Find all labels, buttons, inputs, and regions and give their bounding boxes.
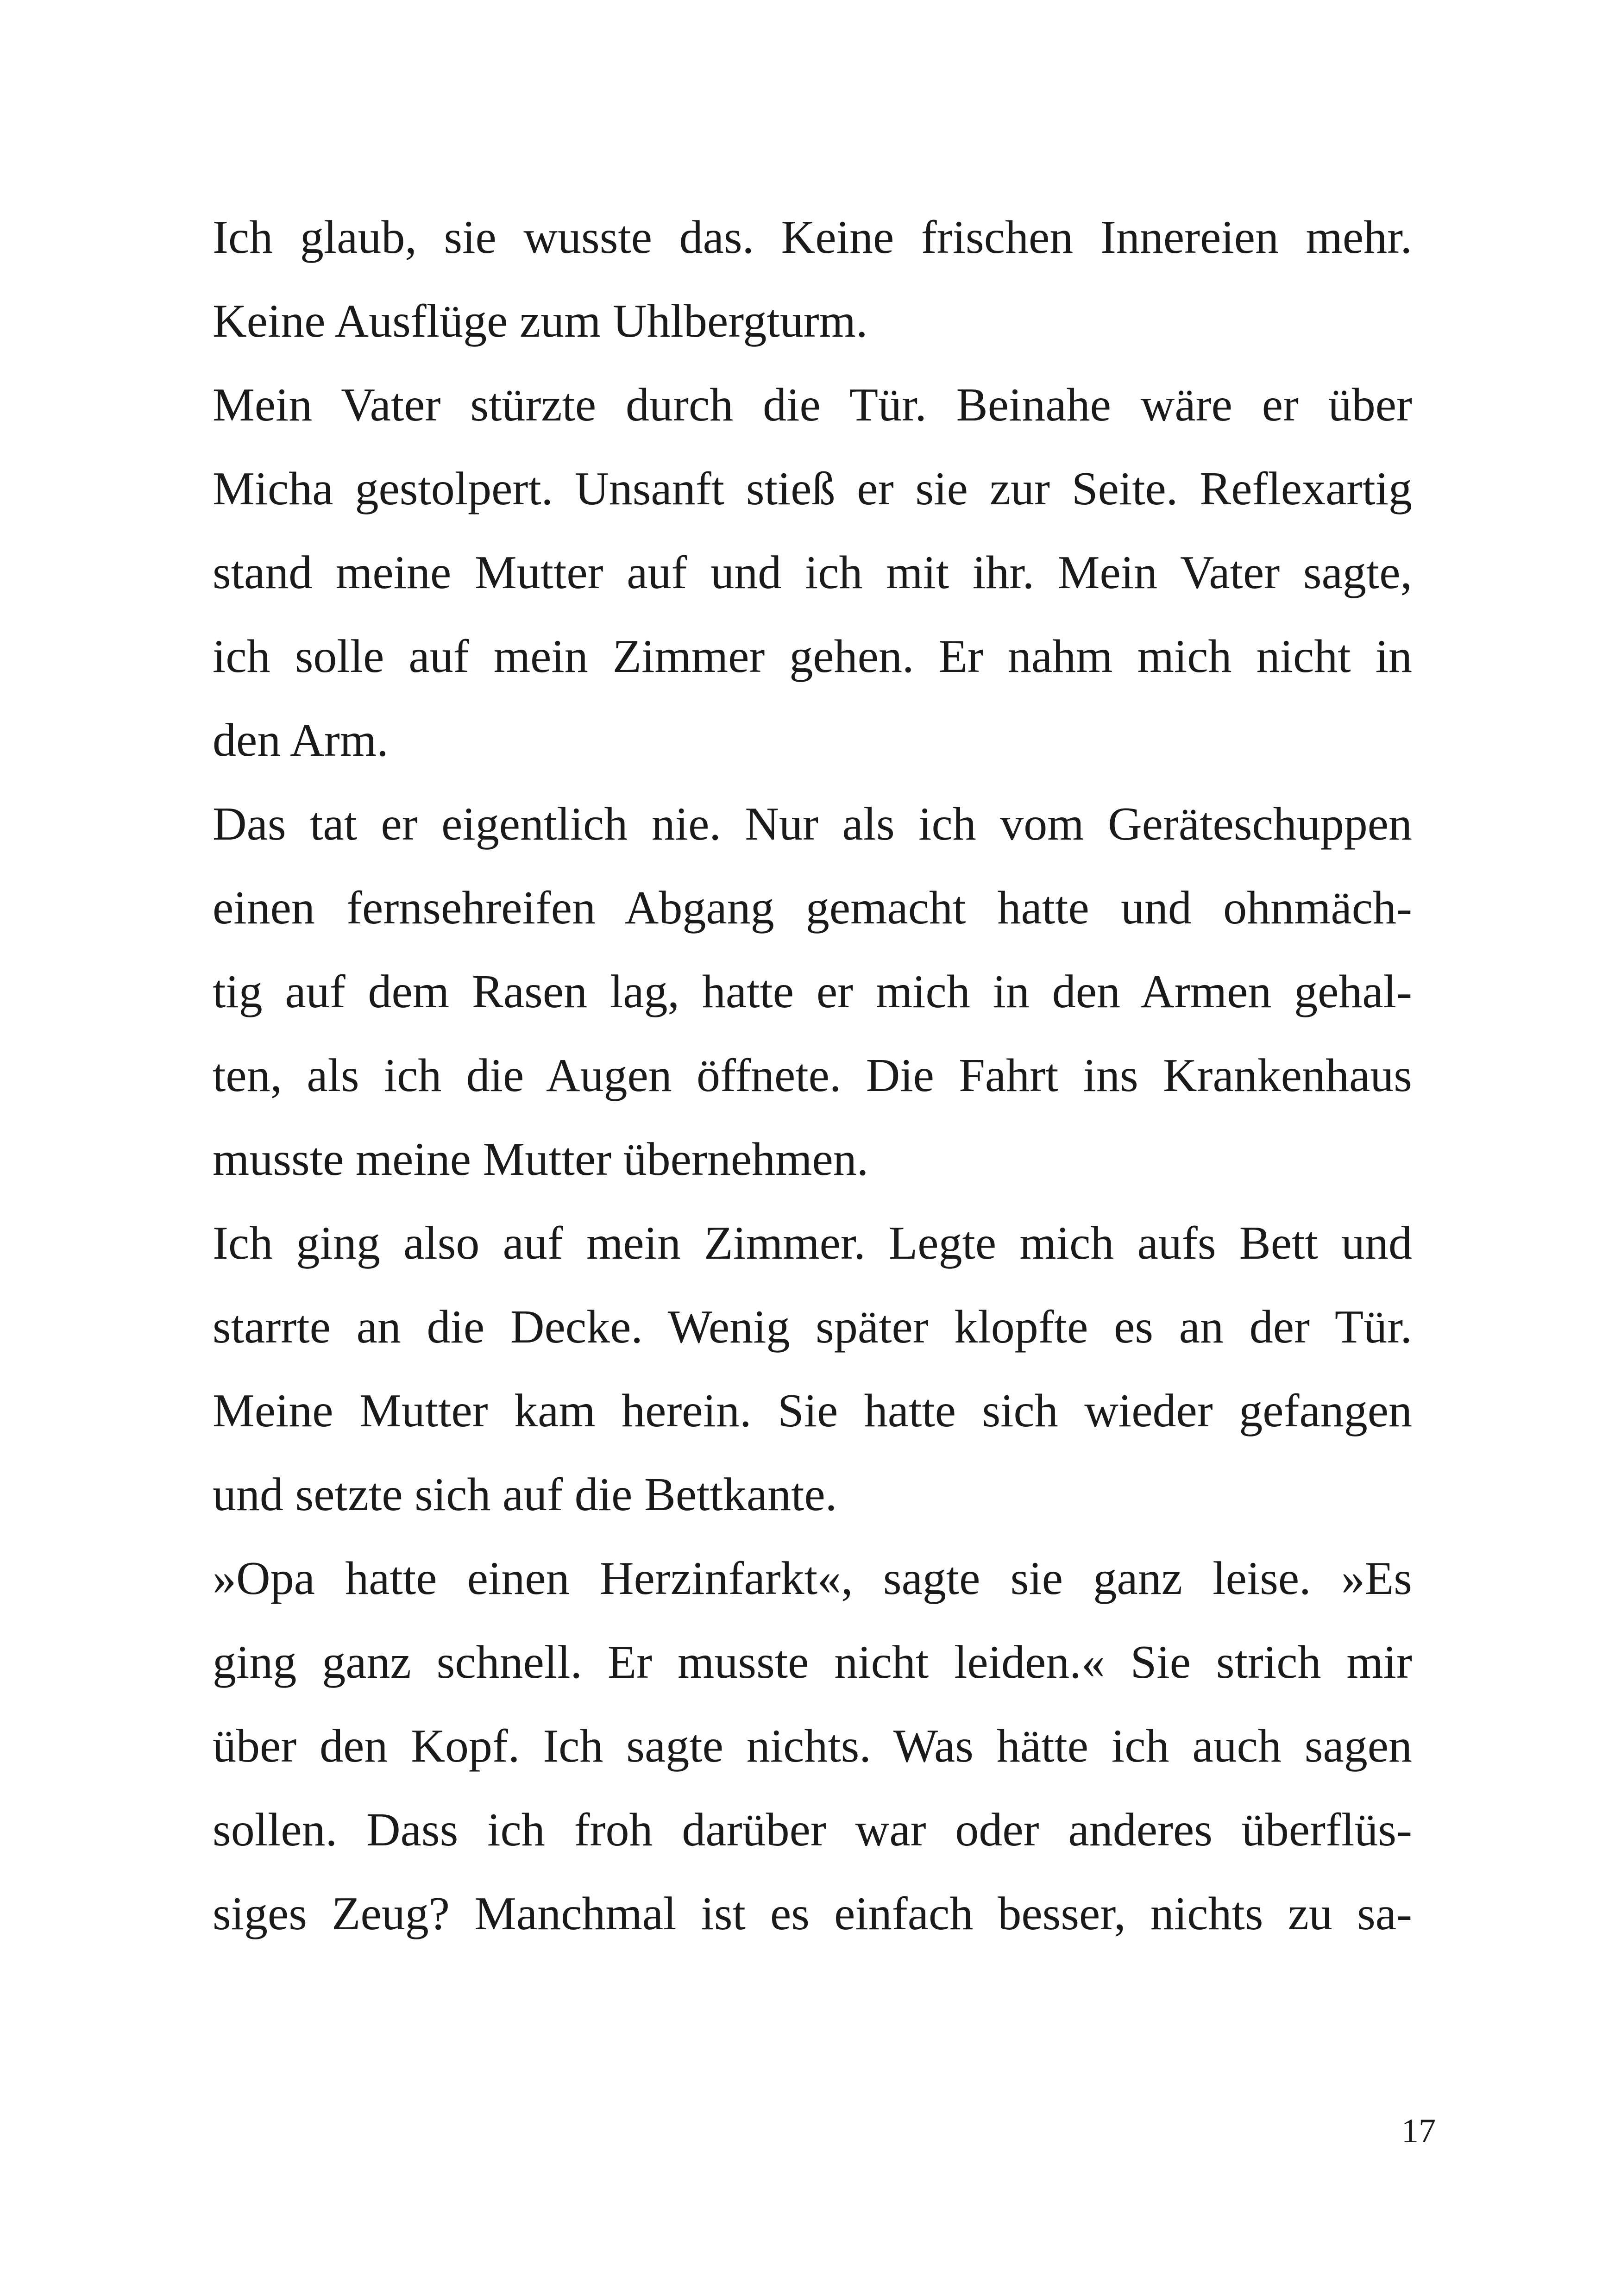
text-line: ging ganz schnell. Er musste nicht leiden.« Sie strich mir xyxy=(213,1636,1412,1688)
text-line: siges Zeug? Manchmal ist es einfach besser, nichts zu sa- xyxy=(213,1888,1412,1940)
text-line: Mein Vater stürzte durch die Tür. Beinahe wäre er über xyxy=(213,379,1412,431)
text-line: den Arm. xyxy=(213,714,389,766)
text-line: ich solle auf mein Zimmer gehen. Er nahm mich nicht in xyxy=(213,630,1412,683)
text-line: ten, als ich die Augen öffnete. Die Fahrt ins Krankenhaus xyxy=(213,1049,1412,1102)
text-line: Meine Mutter kam herein. Sie hatte sich wieder gefangen xyxy=(213,1385,1412,1437)
text-line: »Opa hatte einen Herzinfarkt«, sagte sie ganz leise. »Es xyxy=(213,1552,1412,1605)
text-line: sollen. Dass ich froh darüber war oder anderes überflüs- xyxy=(213,1804,1412,1856)
text-line: musste meine Mutter übernehmen. xyxy=(213,1133,869,1186)
page-number: 17 xyxy=(1401,2112,1436,2150)
text-line: einen fernsehreifen Abgang gemacht hatte und ohnmäch- xyxy=(213,882,1412,934)
text-line: starrte an die Decke. Wenig später klopfte es an der Tür. xyxy=(213,1301,1412,1353)
text-line: Das tat er eigentlich nie. Nur als ich vom Geräteschuppen xyxy=(213,798,1412,850)
text-line: über den Kopf. Ich sagte nichts. Was hätte ich auch sagen xyxy=(213,1720,1412,1772)
text-line: Ich glaub, sie wusste das. Keine frischen Innereien mehr. xyxy=(213,211,1412,263)
text-line: stand meine Mutter auf und ich mit ihr. Mein Vater sagte, xyxy=(213,546,1412,599)
text-line: Keine Ausflüge zum Uhlbergturm. xyxy=(213,295,868,347)
text-line: tig auf dem Rasen lag, hatte er mich in den Armen gehal- xyxy=(213,966,1412,1018)
text-line: Micha gestolpert. Unsanft stieß er sie zur Seite. Reflexartig xyxy=(213,463,1412,515)
text-line: Ich ging also auf mein Zimmer. Legte mich aufs Bett und xyxy=(213,1217,1412,1269)
text-line: und setzte sich auf die Bettkante. xyxy=(213,1468,837,1521)
body-text xyxy=(213,195,1412,1956)
